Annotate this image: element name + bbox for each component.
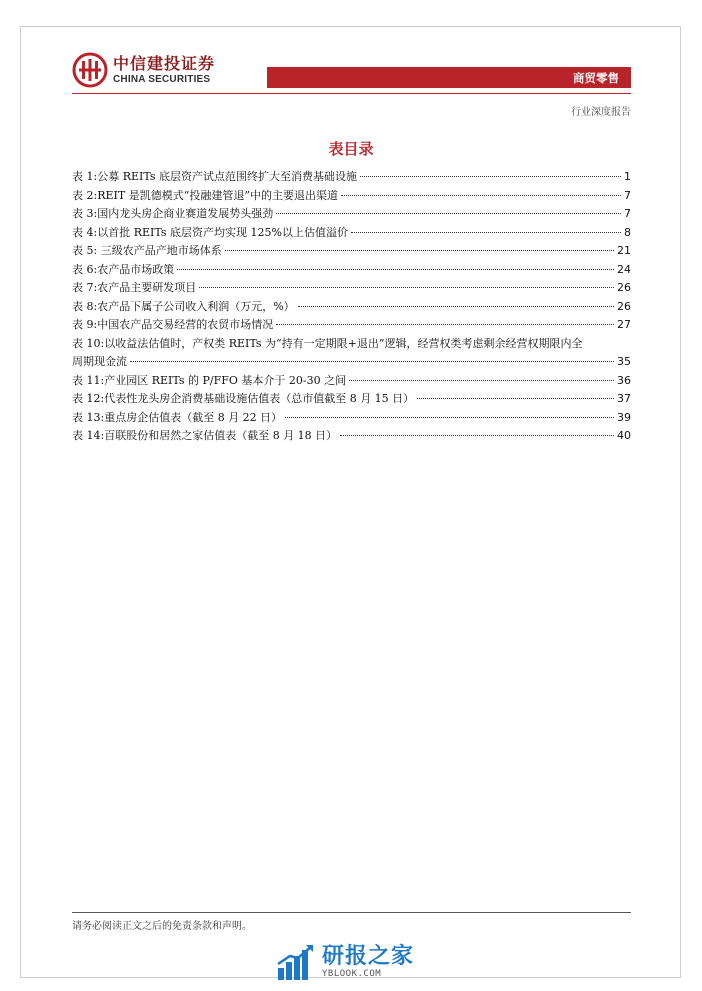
footer-divider xyxy=(72,912,631,913)
toc-entry-label-continued: 周期现金流 xyxy=(72,355,127,368)
toc-entry-page: 8 xyxy=(624,225,631,239)
industry-label: 商贸零售 xyxy=(573,71,619,85)
toc-entry-page: 35 xyxy=(617,355,631,368)
toc-entry-page: 36 xyxy=(617,373,631,387)
toc-leader-dots xyxy=(341,195,621,196)
toc-entry-label: 表 2:REIT 是凯德模式“投融建管退”中的主要退出渠道 xyxy=(72,188,338,202)
header-divider xyxy=(72,93,631,94)
toc-entry-page: 37 xyxy=(617,392,631,405)
company-logo xyxy=(72,52,215,88)
toc-entry-label: 表 3:国内龙头房企商业赛道发展势头强劲 xyxy=(72,207,274,220)
toc-entry-label: 表 8:农产品下属子公司收入利润（万元，%） xyxy=(72,299,295,313)
toc-entry[interactable] xyxy=(72,279,631,298)
toc-entry-label: 表 4:以首批 REITs 底层资产均实现 125%以上估值溢价 xyxy=(72,225,348,239)
toc-entry[interactable] xyxy=(72,390,631,409)
toc-leader-dots xyxy=(349,380,614,381)
toc-entry[interactable] xyxy=(72,335,631,372)
toc-entry-page: 24 xyxy=(617,262,631,276)
report-type: 行业深度报告 xyxy=(571,107,631,118)
logo-english-name: CHINA SECURITIES xyxy=(113,73,211,85)
toc-entry-label: 表 14:百联股份和居然之家估值表（截至 8 月 18 日） xyxy=(72,429,338,442)
toc-title: 表目录 xyxy=(328,140,374,158)
toc-entry[interactable] xyxy=(72,224,631,243)
toc-leader-dots xyxy=(225,250,614,251)
logo-chinese-name: 中信建投证券 xyxy=(113,53,216,73)
watermark-name: 研报之家 xyxy=(322,943,415,969)
toc-entry-page: 26 xyxy=(617,299,631,313)
footer-disclaimer: 请务必阅读正文之后的免责条款和声明。 xyxy=(72,921,252,932)
watermark xyxy=(276,942,414,982)
toc-entry-label: 表 10:以收益法估值时，产权类 REITs 为“持有一定期限+退出”逻辑，经营权类考虑剩余经营权期限内全 xyxy=(72,336,583,350)
china-securities-logo-icon xyxy=(72,52,108,88)
toc-entry-page: 39 xyxy=(617,410,631,424)
toc-leader-dots xyxy=(276,213,621,214)
toc-entry[interactable] xyxy=(72,168,631,187)
toc-entry[interactable] xyxy=(72,261,631,280)
toc-entry-label: 表 6:农产品市场政策 xyxy=(72,262,175,276)
industry-banner xyxy=(267,67,631,88)
toc-leader-dots xyxy=(360,176,621,177)
toc-entry-label: 表 9:中国农产品交易经营的农贸市场情况 xyxy=(72,318,274,331)
toc-entry[interactable] xyxy=(72,298,631,317)
toc-entry-label: 表 1:公募 REITs 底层资产试点范围终扩大至消费基础设施 xyxy=(72,170,358,183)
toc-entry-page: 26 xyxy=(617,281,631,294)
toc-entry-page: 7 xyxy=(624,188,631,202)
toc-leader-dots xyxy=(130,361,614,362)
toc-entry[interactable] xyxy=(72,242,631,261)
watermark-url[interactable]: YBLOOK.COM xyxy=(322,968,382,979)
toc-leader-dots xyxy=(298,306,614,307)
toc-entry[interactable] xyxy=(72,205,631,224)
toc-entry[interactable] xyxy=(72,427,631,446)
toc-entry-page: 40 xyxy=(617,429,631,442)
toc-leader-dots xyxy=(351,232,621,233)
toc-entry-page: 21 xyxy=(617,244,631,257)
toc-entry[interactable] xyxy=(72,316,631,335)
toc-entry-label: 表 5: 三级农产品产地市场体系 xyxy=(72,244,222,257)
toc-leader-dots xyxy=(177,269,614,270)
toc-leader-dots xyxy=(340,435,614,436)
toc-entry-label: 表 7:农产品主要研发项目 xyxy=(72,281,197,294)
toc-entry-label: 表 11:产业园区 REITs 的 P/FFO 基本介于 20-30 之间 xyxy=(72,373,347,387)
toc-leader-dots xyxy=(285,417,614,418)
toc-entry[interactable] xyxy=(72,409,631,428)
toc-entry-page: 27 xyxy=(617,318,631,331)
toc-leader-dots xyxy=(417,398,614,399)
toc-entry-label: 表 12:代表性龙头房企消费基础设施估值表（总市值截至 8 月 15 日） xyxy=(72,392,415,405)
bar-chart-logo-icon xyxy=(276,942,316,982)
toc-entry[interactable] xyxy=(72,187,631,206)
toc-leader-dots xyxy=(199,287,614,288)
table-of-contents xyxy=(72,168,631,446)
toc-entry[interactable] xyxy=(72,372,631,391)
toc-entry-page: 1 xyxy=(624,170,631,183)
toc-entry-page: 7 xyxy=(624,207,631,220)
toc-entry-label: 表 13:重点房企估值表（截至 8 月 22 日） xyxy=(72,410,283,424)
toc-leader-dots xyxy=(276,324,614,325)
